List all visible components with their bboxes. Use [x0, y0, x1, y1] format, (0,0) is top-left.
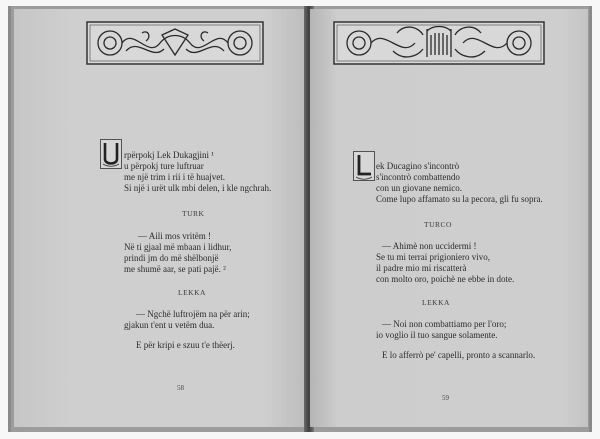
- text-line: prindi jm do më shëlbonjë: [124, 253, 219, 263]
- text-line: — Ngchë luftrojëm na për arin;: [136, 309, 250, 319]
- drop-cap-l-ornament: [353, 151, 375, 181]
- right-page: [310, 9, 588, 427]
- speaker-heading: LEKKA: [422, 298, 450, 307]
- text-line: il padre mio mi riscatterà: [376, 263, 467, 273]
- drop-cap-u-ornament: [100, 139, 122, 169]
- book-edge-right: [589, 6, 592, 432]
- book-edge-left: [8, 6, 11, 432]
- speaker-heading: TURK: [182, 209, 205, 218]
- text-line: E lo afferrò pe' capelli, pronto a scannarlo.: [382, 350, 536, 360]
- open-book: [8, 6, 592, 432]
- text-line: — Ahimè non uccidermi !: [382, 241, 477, 251]
- text-line: E për kripi e szuu t'e thëerj.: [136, 340, 235, 350]
- text-line: u përpokj ture luftruar: [124, 161, 204, 171]
- text-line: Come lupo affamato su la pecora, gli fu sopra.: [376, 194, 543, 204]
- text-line: con un giovane nemico.: [376, 183, 462, 193]
- text-line: — Aili mos vritëm !: [138, 231, 211, 241]
- text-line: me shumë aar, se pati pajë. ²: [124, 264, 226, 274]
- text-line: Se tu mi terrai prigioniero vivo,: [376, 252, 490, 262]
- text-line: con molto oro, poichè ne ebbe in dote.: [376, 274, 515, 284]
- text-line: me një trim i rii i të huajvet.: [124, 172, 225, 182]
- page-number: 59: [442, 394, 449, 402]
- text-line: — Noi non combattiamo per l'oro;: [382, 319, 507, 329]
- left-page: [14, 9, 306, 427]
- page-number: 58: [177, 384, 184, 392]
- speaker-heading: LEKKA: [178, 288, 206, 297]
- text-line: io voglio il tuo sangue solamente.: [376, 330, 498, 340]
- text-line: s'incontrò combattendo: [376, 172, 460, 182]
- text-line: Në ti gjaal më mbaan i lidhur,: [124, 242, 232, 252]
- headpiece-ornament-left: [86, 21, 264, 65]
- headpiece-ornament-right: [333, 21, 545, 65]
- speaker-heading: TURCO: [424, 220, 452, 229]
- text-line: rpërpokj Lek Dukagjini ¹: [124, 150, 214, 160]
- text-line: ek Ducagino s'incontrò: [376, 161, 460, 171]
- text-line: Si një i urët ulk mbi delen, i kle ngchrah.: [124, 183, 272, 193]
- text-line: gjakun t'ent u vetëm dua.: [124, 320, 215, 330]
